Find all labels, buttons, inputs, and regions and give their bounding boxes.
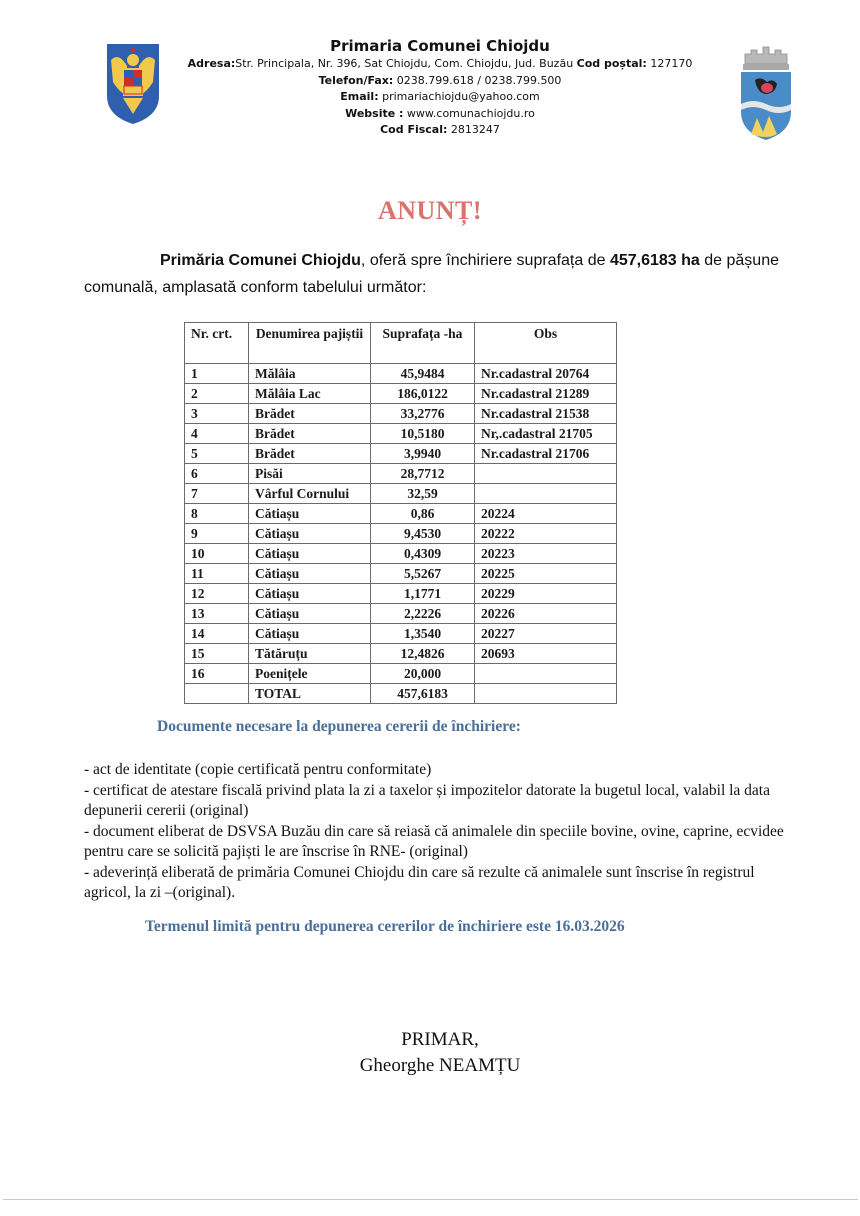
table-row: 5 Brădet 3,9940 Nr.cadastral 21706: [185, 444, 617, 464]
org-name: Primaria Comunei Chiojdu: [330, 37, 550, 55]
page-bottom-divider: [3, 1199, 858, 1200]
table-row: 12 Cătiașu 1,1771 20229: [185, 584, 617, 604]
fiscal-code-line: Cod Fiscal: 2813247: [380, 123, 500, 136]
table-row: 3 Brădet 33,2776 Nr.cadastral 21538: [185, 404, 617, 424]
website-line: Website : www.comunachiojdu.ro: [345, 106, 535, 120]
table-row: 4 Brădet 10,5180 Nr,.cadastral 21705: [185, 424, 617, 444]
email-link[interactable]: primariachiojdu@yahoo.com: [378, 90, 540, 103]
intro-area: 457,6183 ha: [609, 252, 700, 269]
table-row: 2 Mălâia Lac 186,0122 Nr.cadastral 21289: [185, 384, 617, 404]
signature-role: PRIMAR,: [401, 1029, 479, 1050]
romania-coat-of-arms-icon: [103, 38, 163, 126]
table-row: 7 Vârful Cornului 32,59: [185, 484, 617, 504]
table-total-row: TOTAL 457,6183: [185, 684, 617, 704]
document-item: - document eliberat de DSVSA Buzău din care să reiasă că animalele din speciile bovine, ovine, caprine, ecvidee pentru care se solicită pajiști le are înscrise în RNE- (original): [84, 822, 784, 860]
table-row: 10 Cătiașu 0,4309 20223: [185, 544, 617, 564]
deadline-notice: Termenul limită pentru depunerea cererilor de închiriere este 16.03.2026: [145, 918, 625, 935]
intro-org: Primăria Comunei Chiojdu: [160, 252, 361, 269]
documents-heading: Documente necesare la depunerea cererii de închiriere:: [157, 718, 521, 735]
table-row: 6 Pisăi 28,7712: [185, 464, 617, 484]
table-row: 8 Cătiașu 0,86 20224: [185, 504, 617, 524]
email-line: Email: primariachiojdu@yahoo.com: [340, 90, 540, 103]
signature-block: [0, 1027, 860, 1079]
col-header-nr: Nr. crt.: [185, 323, 249, 364]
signature-name: Gheorghe NEAMȚU: [359, 1055, 521, 1076]
address-line: Adresa:Str. Principala, Nr. 396, Sat Chiojdu, Com. Chiojdu, Jud. Buzău Cod poștal: 127170: [187, 57, 693, 70]
table-header-row: [185, 323, 617, 364]
table-row: 1 Mălâia 45,9484 Nr.cadastral 20764: [185, 364, 617, 384]
website-link[interactable]: www.comunachiojdu.ro: [403, 106, 535, 120]
table-row: 14 Cătiașu 1,3540 20227: [185, 624, 617, 644]
col-header-area: Suprafața -ha: [371, 323, 475, 364]
chiojdu-coat-of-arms-icon: [737, 42, 795, 142]
table-row: 15 Tătăruțu 12,4826 20693: [185, 644, 617, 664]
table-row: 9 Cătiașu 9,4530 20222: [185, 524, 617, 544]
documents-list: [84, 760, 784, 904]
document-item: - adeverință eliberată de primăria Comunei Chiojdu din care să rezulte că animalele sunt înscrise în registrul agricol, la zi –(original).: [84, 863, 755, 901]
letterhead: [180, 36, 700, 139]
table-row: 11 Cătiașu 5,5267 20225: [185, 564, 617, 584]
phone-line: Telefon/Fax: 0238.799.618 / 0238.799.500: [318, 73, 562, 87]
col-header-obs: Obs: [475, 323, 617, 364]
document-item: - act de identitate (copie certificată pentru conformitate): [84, 761, 432, 778]
col-header-name: Denumirea pajiștii: [249, 323, 371, 364]
document-item: - certificat de atestare fiscală privind plata la zi a taxelor și impozitelor datorate la bugetul local, valabil la data depunerii cererii (original): [84, 781, 770, 819]
table-row: 16 Poenițele 20,000: [185, 664, 617, 684]
announcement-title: ANUNȚ!: [377, 196, 483, 225]
intro-paragraph: Primăria Comunei Chiojdu, oferă spre închiriere suprafața de 457,6183 ha de pășune comunală, amplasată conform tabelului următor:: [84, 252, 779, 296]
table-row: 13 Cătiașu 2,2226 20226: [185, 604, 617, 624]
pasture-table: [184, 322, 617, 704]
